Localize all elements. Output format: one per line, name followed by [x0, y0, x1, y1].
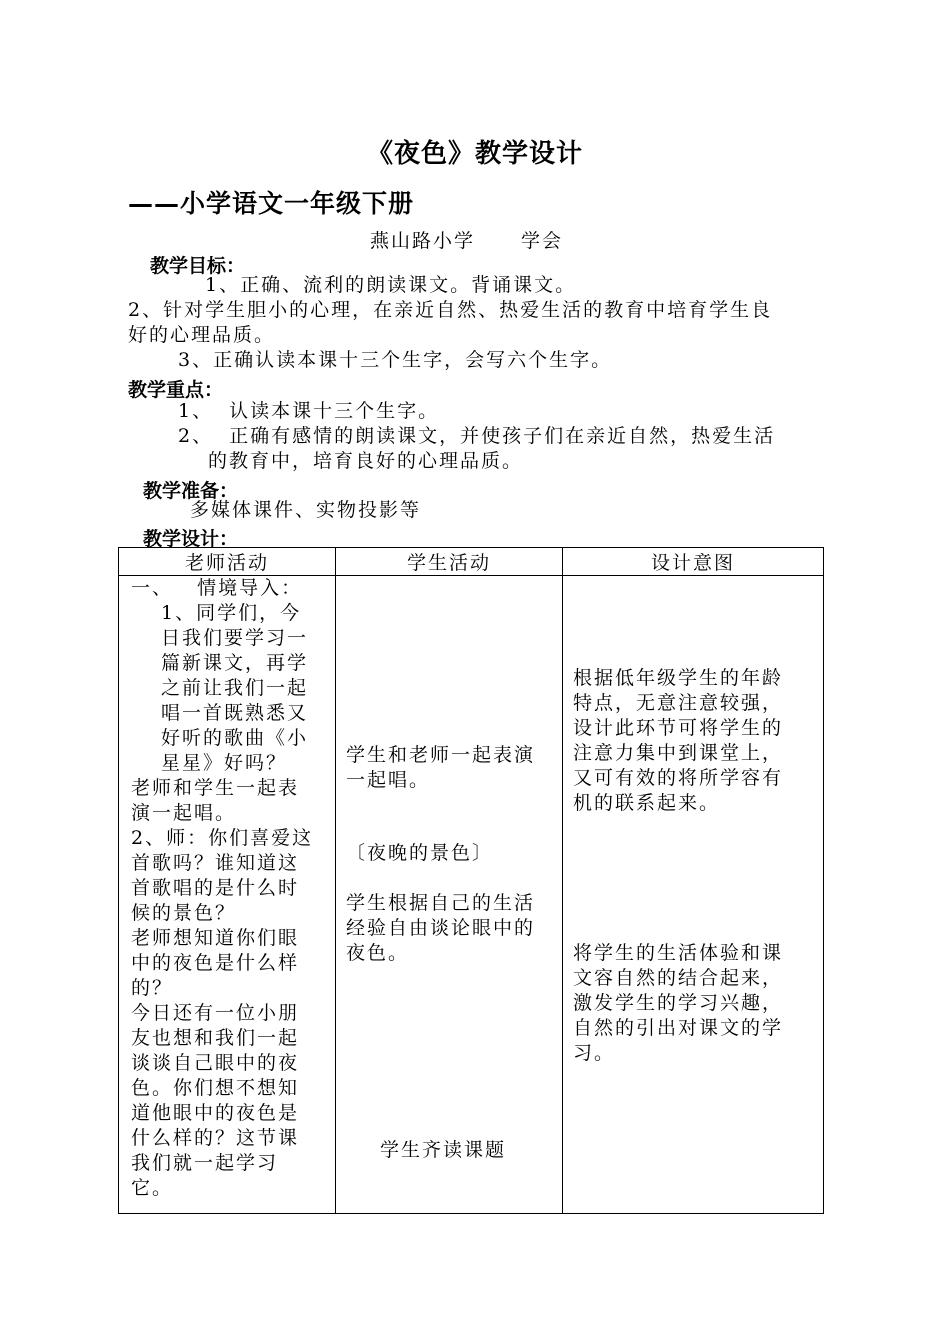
teacher-line: 好听的歌曲《小: [161, 727, 309, 749]
teacher-line: 的？: [131, 977, 174, 999]
teacher-line: 它。: [131, 1177, 174, 1199]
objective-item: 1、正确、流利的朗读课文。背诵课文。: [205, 274, 577, 296]
teacher-line: 之前让我们一起: [161, 677, 309, 699]
teacher-line: 演一起唱。: [131, 802, 237, 824]
table-header-row: [119, 548, 824, 576]
objective-item: 2、针对学生胆小的心理，在亲近自然、热爱生活的教育中培育学生良: [128, 299, 773, 321]
teacher-line: 候的景色？: [131, 902, 237, 924]
design-intent-cell: [563, 576, 824, 1214]
intent-line: 激发学生的学习兴趣，: [573, 992, 784, 1014]
school-name: 燕山路小学: [370, 230, 476, 252]
preparation-heading: 教学准备：: [143, 480, 239, 502]
page-subtitle: ——小学语文一年级下册: [128, 189, 415, 218]
teacher-line: 老师和学生一起表: [131, 777, 300, 799]
author-name: 学会: [521, 230, 564, 252]
column-header-intent: 设计意图: [563, 548, 824, 576]
column-header-student: 学生活动: [336, 548, 563, 576]
teacher-line: 日我们要学习一: [161, 627, 309, 649]
teacher-line: 老师想知道你们眼: [131, 927, 300, 949]
teacher-line: 1、同学们，今: [161, 602, 302, 624]
teacher-line: 星星》好吗？: [161, 752, 288, 774]
intent-line: 设计此环节可将学生的: [573, 717, 784, 739]
teacher-line: 一、 情境导入：: [131, 577, 303, 599]
intent-line: 又可有效的将所学容有: [573, 767, 784, 789]
intent-line: 习。: [573, 1042, 616, 1064]
teacher-line: 唱一首既熟悉又: [161, 702, 309, 724]
student-activity-cell: [336, 576, 563, 1214]
teacher-line: 友也想和我们一起: [131, 1027, 300, 1049]
student-line: 学生齐读课题: [380, 1139, 507, 1161]
student-line: 学生和老师一起表演: [346, 744, 536, 766]
intent-line: 将学生的生活体验和课: [573, 942, 784, 964]
column-header-teacher: 老师活动: [119, 548, 336, 576]
objective-item: 3、正确认读本课十三个生字，会写六个生字。: [178, 349, 613, 371]
teacher-line: 色。你们想不想知: [131, 1077, 300, 1099]
key-points-heading: 教学重点：: [128, 379, 224, 401]
teacher-activity-cell: [119, 576, 336, 1214]
design-heading: 教学设计：: [143, 528, 239, 550]
teacher-line: 道他眼中的夜色是: [131, 1102, 300, 1124]
intent-line: 注意力集中到课堂上，: [573, 742, 784, 764]
table-row: [119, 576, 824, 1214]
intent-line: 根据低年级学生的年龄: [573, 667, 784, 689]
intent-line: 特点，无意注意较强，: [573, 692, 784, 714]
student-line: 学生根据自己的生活: [346, 892, 536, 914]
intent-line: 文容自然的结合起来，: [573, 967, 784, 989]
objective-item: 好的心理品质。: [128, 324, 276, 346]
student-line: 夜色。: [346, 942, 410, 964]
teacher-line: 篇新课文，再学: [161, 652, 309, 674]
teacher-line: 2、师：你们喜爱这: [131, 827, 314, 849]
author-line: [370, 226, 563, 253]
teacher-line: 中的夜色是什么样: [131, 952, 300, 974]
student-line: 经验自由谈论眼中的: [346, 917, 536, 939]
teacher-line: 什么样的？这节课: [131, 1127, 300, 1149]
key-point-item: 的教育中，培育良好的心理品质。: [208, 450, 524, 472]
student-line: 一起唱。: [346, 769, 431, 791]
preparation-text: 多媒体课件、实物投影等: [190, 499, 422, 521]
teacher-line: 谈谈自己眼中的夜: [131, 1052, 300, 1074]
student-line: 〔夜晚的景色〕: [346, 842, 494, 864]
design-table: [118, 547, 824, 1214]
teacher-line: 首歌吗？谁知道这: [131, 852, 300, 874]
key-point-item: 2、 正确有感情的朗读课文，并使孩子们在亲近自然，热爱生活: [178, 425, 776, 447]
key-point-item: 1、 认读本课十三个生字。: [178, 400, 440, 422]
teacher-line: 首歌唱的是什么时: [131, 877, 300, 899]
intent-line: 自然的引出对课文的学: [573, 1017, 784, 1039]
teacher-line: 我们就一起学习: [131, 1152, 279, 1174]
objectives-heading: 教学目标：: [150, 255, 246, 277]
teacher-line: 今日还有一位小朋: [131, 1002, 300, 1024]
intent-line: 机的联系起来。: [573, 792, 721, 814]
page-title: 《夜色》教学设计: [366, 139, 583, 169]
